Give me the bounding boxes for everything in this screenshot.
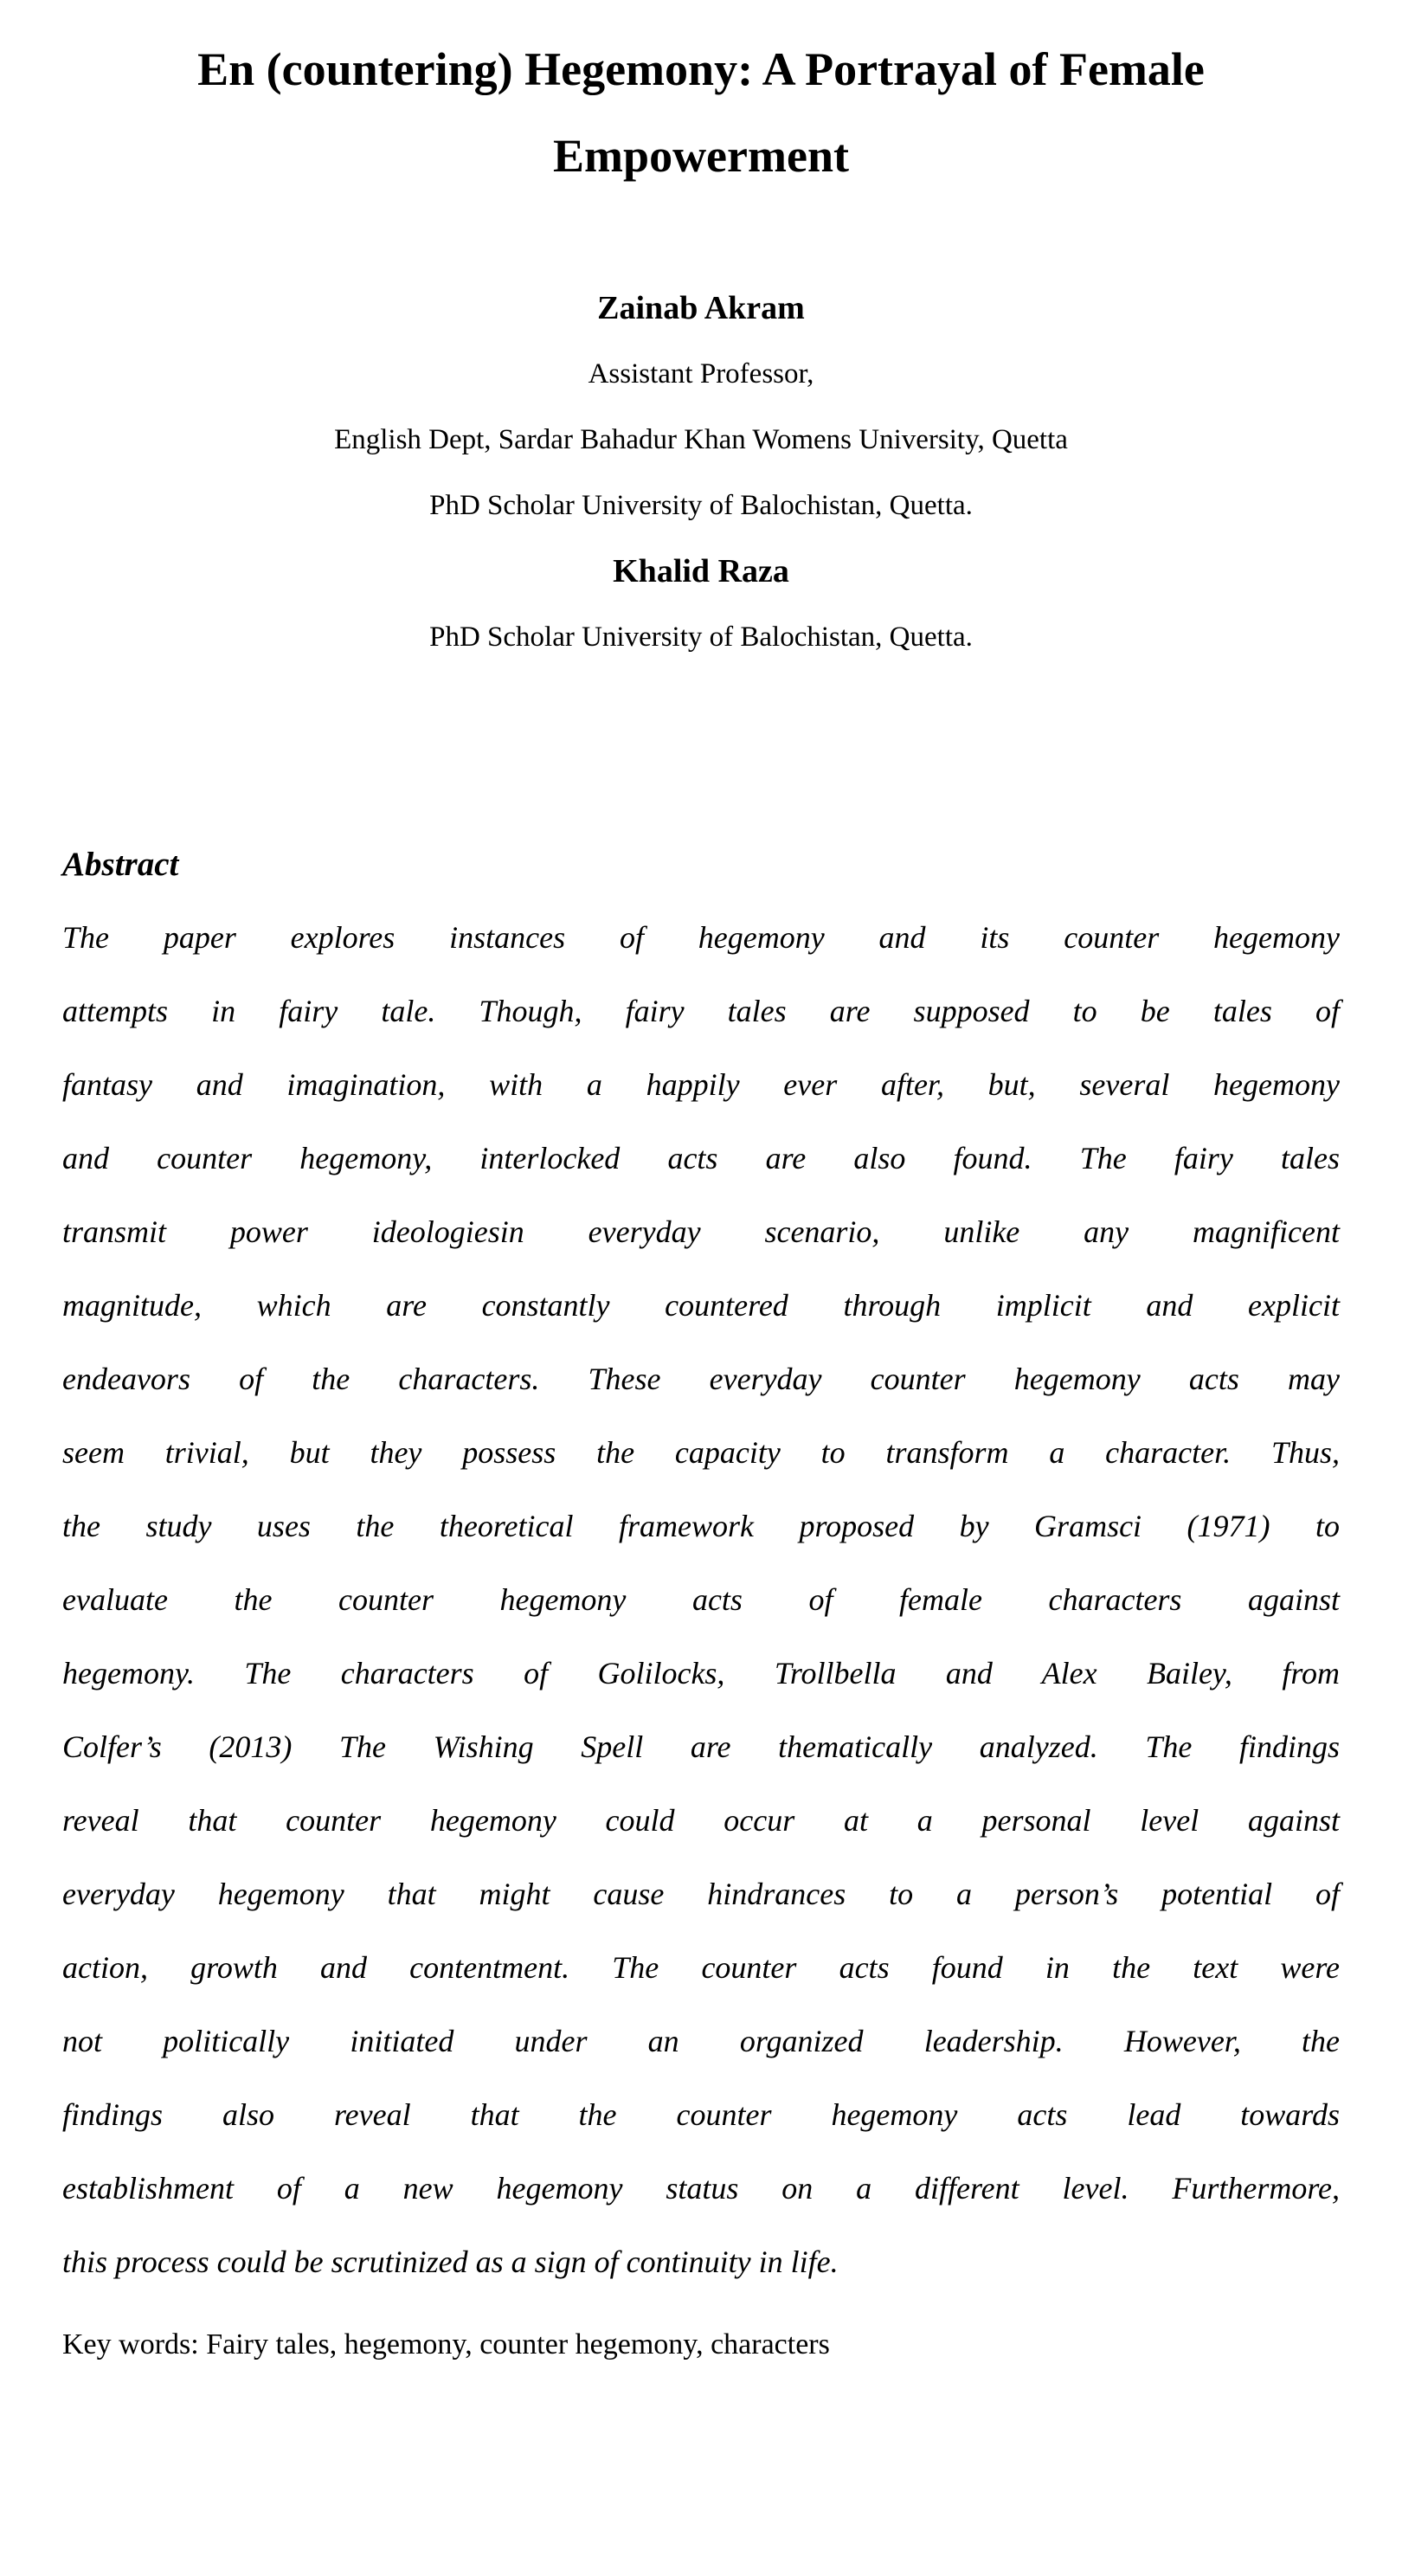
author-affiliation: English Dept, Sardar Bahadur Khan Womens University, Quetta [334,424,1068,455]
author-affiliation: PhD Scholar University of Balochistan, Quetta. [429,490,973,521]
abstract-line: endeavors of the characters. These everyday counter hegemony acts may [62,1362,1340,1396]
abstract-line: fantasy and imagination, with a happily ever after, but, several hegemony [62,1067,1340,1102]
abstract-line: not politically initiated under an organized leadership. However, the [62,2024,1340,2058]
abstract-line: reveal that counter hegemony could occur at a personal level against [62,1803,1340,1838]
abstract-line: hegemony. The characters of Golilocks, Trollbella and Alex Bailey, from [62,1656,1340,1690]
abstract-line: findings also reveal that the counter hegemony acts lead towards [62,2097,1340,2132]
abstract-line: action, growth and contentment. The counter acts found in the text were [62,1950,1340,1985]
abstract-paragraph [62,901,1340,2299]
paper-title-line-1: En (countering) Hegemony: A Portrayal of Female [197,43,1205,95]
authors-block [62,275,1340,670]
abstract-heading: Abstract [62,846,179,883]
abstract-line: attempts in fairy tale. Though, fairy tales are supposed to be tales of [62,994,1340,1028]
abstract-line: Colfer’s (2013) The Wishing Spell are thematically analyzed. The findings [62,1729,1340,1764]
abstract-line: magnitude, which are constantly countered through implicit and explicit [62,1288,1340,1323]
abstract-line-last: this process could be scrutinized as a sign of continuity in life. [62,2244,839,2279]
paper-title-line-2: Empowerment [553,130,849,182]
author-affiliation: Assistant Professor, [588,358,814,390]
abstract-line: establishment of a new hegemony status on a different level. Furthermore, [62,2171,1340,2206]
abstract-line: the study uses the theoretical framework proposed by Gramsci (1971) to [62,1509,1340,1543]
abstract-line: The paper explores instances of hegemony and its counter hegemony [62,920,1340,955]
abstract-line: seem trivial, but they possess the capacity to transform a character. Thus, [62,1435,1340,1470]
paper-title [62,26,1340,199]
abstract-line: everyday hegemony that might cause hindrances to a person’s potential of [62,1877,1340,1911]
author-name: Zainab Akram [597,290,805,326]
abstract-line: transmit power ideologiesin everyday scenario, unlike any magnificent [62,1214,1340,1249]
abstract-line: and counter hegemony, interlocked acts are also found. The fairy tales [62,1141,1340,1175]
author-name: Khalid Raza [613,553,789,589]
keywords-line: Key words: Fairy tales, hegemony, counter hegemony, characters [62,2328,830,2360]
abstract-line: evaluate the counter hegemony acts of female characters against [62,1582,1340,1617]
author-affiliation: PhD Scholar University of Balochistan, Quetta. [429,621,973,653]
